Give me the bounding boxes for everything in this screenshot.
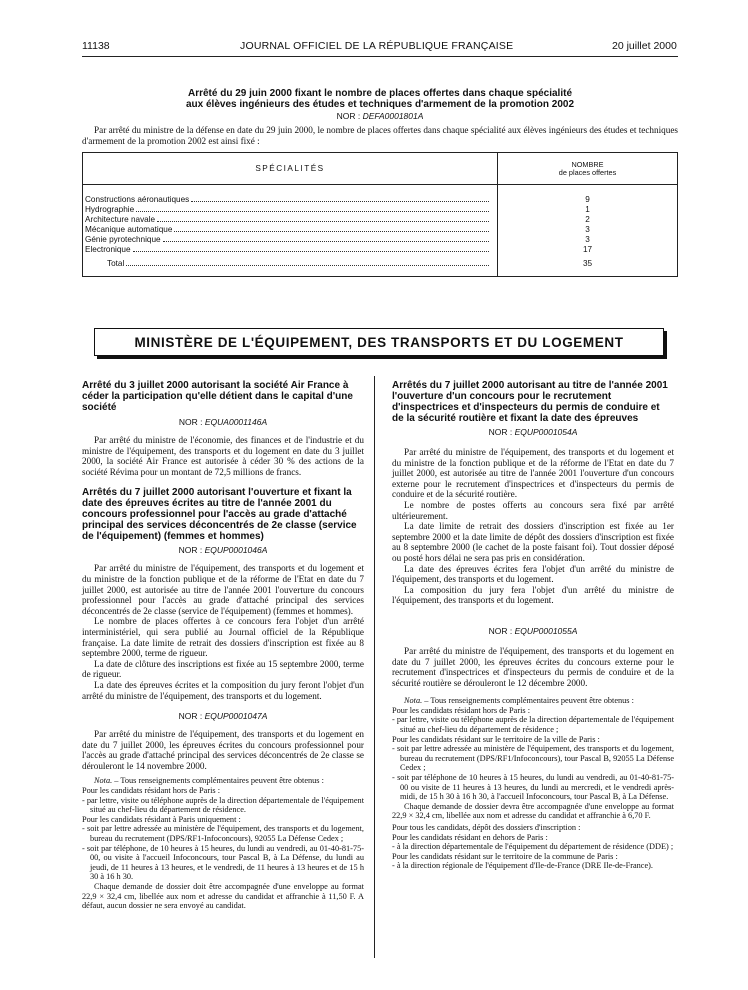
left-a2-p2: Le nombre de places offertes à ce concours fera l'objet d'un arrêté interministériel, qui sera publié au Journal officiel de la République française. La date limite de retrait des dossiers d'inscription est fixée au 8 septembre 2000, terme de rigueur.	[82, 616, 364, 659]
specialites-table	[82, 152, 678, 277]
nor-code: DEFA0001801A	[362, 111, 424, 121]
right-b1-title: Arrêtés du 7 juillet 2000 autorisant au titre de l'année 2001 l'ouverture d'un concours pour le recrutement d'inspectrices et d'inspecteurs du permis de conduire et de la sécurité routière et fixant la date des épreuves	[392, 380, 668, 424]
table-row: Electronique	[85, 245, 491, 255]
left-a2-nor: NOR : EQUP0001046A	[178, 545, 268, 556]
right-column	[392, 380, 674, 871]
table-row: Hydrographie	[85, 205, 491, 215]
table-row: Constructions aéronautiques	[85, 195, 491, 205]
table-value: 17	[582, 245, 593, 254]
right-note1: Pour les candidats résidant hors de Paris :	[392, 705, 531, 715]
col-header-specialites: SPÉCIALITÉS	[83, 153, 498, 185]
right-note10: Pour les candidats résidant sur le territoire de la commune de Paris :	[392, 851, 618, 861]
table-row: Génie pyrotechnique	[85, 235, 491, 245]
nor-label: NOR :	[336, 111, 361, 121]
right-note7: Pour tous les candidats, dépôt des dossiers d'inscription :	[392, 823, 581, 832]
right-b2-nor: NOR : EQUP0001055A	[488, 625, 578, 636]
table-value: 3	[585, 235, 590, 244]
left-note5: - soit par téléphone, de 10 heures à 15 heures, du lundi au vendredi, au 01-40-81-75-00, ou visite à l'accueil Infoconcours, tour Pascal B, à La Défense, du lundi au jeudi, de 11 heures à 13 heures, et le vendredi, de 11 heures à 13 heures et de 15 h 30 à 16 h 30.	[82, 843, 364, 882]
ministry-banner: MINISTÈRE DE L'ÉQUIPEMENT, DES TRANSPORTS ET DU LOGEMENT	[94, 328, 664, 356]
right-note3: Pour les candidats résidant sur le territoire de la ville de Paris :	[392, 734, 600, 744]
left-a2-title: Arrêtés du 7 juillet 2000 autorisant l'ouverture et fixant la date des épreuves écrites au titre de l'année 2001 du concours professionnel pour l'accès au grade d'attaché principal des services déconcentrés de 2e classe (service de l'équipement) (femmes et hommes)	[82, 487, 357, 543]
col-header-nombre-line2: de places offertes	[558, 167, 617, 177]
table-values-cell	[498, 185, 678, 277]
right-b1-p1: Par arrêté du ministre de l'équipement, des transports et du logement et du ministre de la fonction publique et de la réforme de l'Etat en date du 7 juillet 2000, est autorisée au titre de l'année 2001 l'ouverture d'un concours externe pour le recrutement d'inspectrices et d'inspecteurs du permis de conduire et de la sécurité routière.	[392, 447, 674, 500]
right-note9: - à la direction départementale de l'équipement du département de résidence (DDE) ;	[392, 842, 674, 852]
right-b1-p2: Le nombre de postes offerts au concours sera fixé par arrêté ultérieurement.	[392, 499, 674, 521]
table-row: Architecture navale	[85, 215, 491, 225]
left-note2: - par lettre, visite ou téléphone auprès de la direction départementale de l'équipement situé au chef-lieu du département de résidence.	[82, 795, 364, 815]
arrete1-title-line1: Arrêté du 29 juin 2000 fixant le nombre de places offertes dans chaque spécialité	[187, 88, 573, 99]
table-labels-cell	[83, 185, 498, 277]
left-a1-title: Arrêté du 3 juillet 2000 autorisant la société Air France à céder la participation qu'elle détient dans le capital d'une société	[82, 380, 353, 413]
arrete1-title	[82, 88, 678, 110]
right-b1-nor: NOR : EQUP0001054A	[488, 427, 578, 437]
left-note1: Pour les candidats résidant hors de Paris :	[82, 786, 221, 796]
right-note8: Pour les candidats résidant en dehors de Paris :	[392, 832, 548, 842]
right-note11: - à la direction régionale de l'équipement d'Ile-de-France (DRE Ile-de-France).	[392, 861, 653, 871]
column-divider	[374, 376, 375, 958]
right-b1-p3: La date limite de retrait des dossiers d'inscription est fixée au 1er septembre 2000 et la date limite de dépôt des dossiers d'inscription est fixée au 8 septembre 2000 (le cachet de la poste faisant foi). Tout dossier déposé ou posté hors délai ne sera pas pris en considération.	[392, 521, 674, 563]
page-number: 11138	[82, 40, 110, 52]
table-row: Mécanique automatique	[85, 225, 491, 235]
arrete1-title-line2: aux élèves ingénieurs des études et techniques d'armement de la promotion 2002	[185, 99, 575, 110]
left-note4: - soit par lettre adressée au ministère de l'équipement, des transports et du logement, bureau du recrutement (DPS/RF1-Infoconcours), 92055 La Défense Cedex ;	[82, 824, 364, 844]
left-a1-body: Par arrêté du ministre de l'économie, des finances et de l'industrie et du ministre de l'équipement, des transports et du logement en date du 3 juillet 2000, la société Air France est autorisée à céder 30 % des actions de la société Révima pour un montant de 72,5 millions de francs.	[82, 435, 364, 477]
left-a2-p1: Par arrêté du ministre de l'équipement, des transports et du logement et du ministre de la fonction publique et de la réforme de l'Etat en date du 7 juillet 2000, est autorisée au titre de l'année 2001 l'ouverture du concours professionnel pour l'accès au grade d'attaché principal des services déconcentrés de 2e classe (service de l'équipement) (femmes et hommes).	[82, 563, 364, 616]
col-header-nombre	[498, 153, 678, 185]
left-a3-nor: NOR : EQUP0001047A	[178, 711, 268, 722]
table-value: 1	[585, 205, 590, 214]
left-a2-p3: La date de clôture des inscriptions est fixée au 15 septembre 2000, terme de rigueur.	[82, 658, 364, 680]
left-a3-p1: Par arrêté du ministre de l'équipement, des transports et du logement en date du 7 juillet 2000, les épreuves écrites du concours professionnel pour l'accès au grade d'attaché principal des services déconcentrés de 2e classe se dérouleront le 14 novembre 2000.	[82, 729, 364, 771]
left-a2-p4: La date des épreuves écrites et la composition du jury feront l'objet d'un arrêté du ministre de l'équipement, des transports et du logement.	[82, 679, 364, 701]
right-b1-p4: La date des épreuves écrites fera l'objet d'un arrêté du ministre de l'équipement, des transports et du logement.	[392, 563, 674, 585]
left-a1-nor: NOR : EQUA0001146A	[178, 417, 268, 427]
table-value: 2	[585, 215, 590, 224]
left-note6: Chaque demande de dossier doit être accompagnée d'une enveloppe au format 22,9 × 32,4 cm, libellée aux nom et adresse du candidat et affranchie à 11,50 F. A défaut, aucun dossier ne sera envoyé au candidat.	[82, 882, 364, 911]
left-column	[82, 380, 364, 911]
right-note6: Chaque demande de dossier devra être accompagnée d'une enveloppe au format 22,9 × 32,4 cm, libellée aux nom et adresse du candidat et affranchie à 6,70 F.	[392, 801, 674, 821]
right-b2-p1: Par arrêté du ministre de l'équipement, des transports et du logement en date du 7 juillet 2000, les épreuves écrites du concours externe pour le recrutement d'inspectrices et d'inspecteurs du permis de conduire et de la sécurité routière se dérouleront le 12 décembre 2000.	[392, 645, 674, 688]
table-value: 3	[585, 225, 590, 234]
journal-title: JOURNAL OFFICIEL DE LA RÉPUBLIQUE FRANÇAISE	[240, 40, 514, 52]
table-value: 9	[585, 195, 590, 204]
page-date: 20 juillet 2000	[612, 40, 677, 52]
left-note3: Pour les candidats résidant à Paris uniquement :	[82, 814, 241, 824]
left-note-intro: Nota. – Tous renseignements complémentaires peuvent être obtenus :	[94, 776, 324, 786]
right-note-intro: Nota. – Tous renseignements complémentaires peuvent être obtenus :	[404, 696, 634, 706]
right-b1-p5: La composition du jury fera l'objet d'un arrêté du ministre de l'équipement, des transports et du logement.	[392, 584, 674, 606]
right-note4: - soit par lettre adressée au ministère de l'équipement, des transports et du logement, bureau du recrutement (DPS/RF1/Infoconcours), tour Pascal B, 92055 La Défense Cedex ;	[392, 744, 674, 773]
arrete1-body: Par arrêté du ministre de la défense en date du 29 juin 2000, le nombre de places offertes dans chaque spécialité aux élèves ingénieurs des études et techniques d'armement de la promotion 2002 est ainsi fixé :	[82, 125, 678, 146]
header-rule	[82, 56, 678, 57]
table-total-value: 35	[582, 259, 593, 268]
col-header-nombre-line1: NOMBRE	[571, 159, 604, 169]
arrete1-nor	[82, 111, 678, 121]
right-note5: - soit par téléphone de 10 heures à 15 heures, du lundi au vendredi, au 01-40-81-75-00 ou visite de 11 heures à 13 heures, du lundi au mercredi, et le vendredi après-midi, de 15 h 30 à 16 h 30, à l'accueil Infoconcours, tour Pascal B, à La Défense.	[392, 773, 674, 802]
right-note2: - par lettre, visite ou téléphone auprès de la direction départementale de l'équipement situé au chef-lieu du département de résidence ;	[392, 715, 674, 735]
table-total-row: Total	[85, 259, 491, 269]
